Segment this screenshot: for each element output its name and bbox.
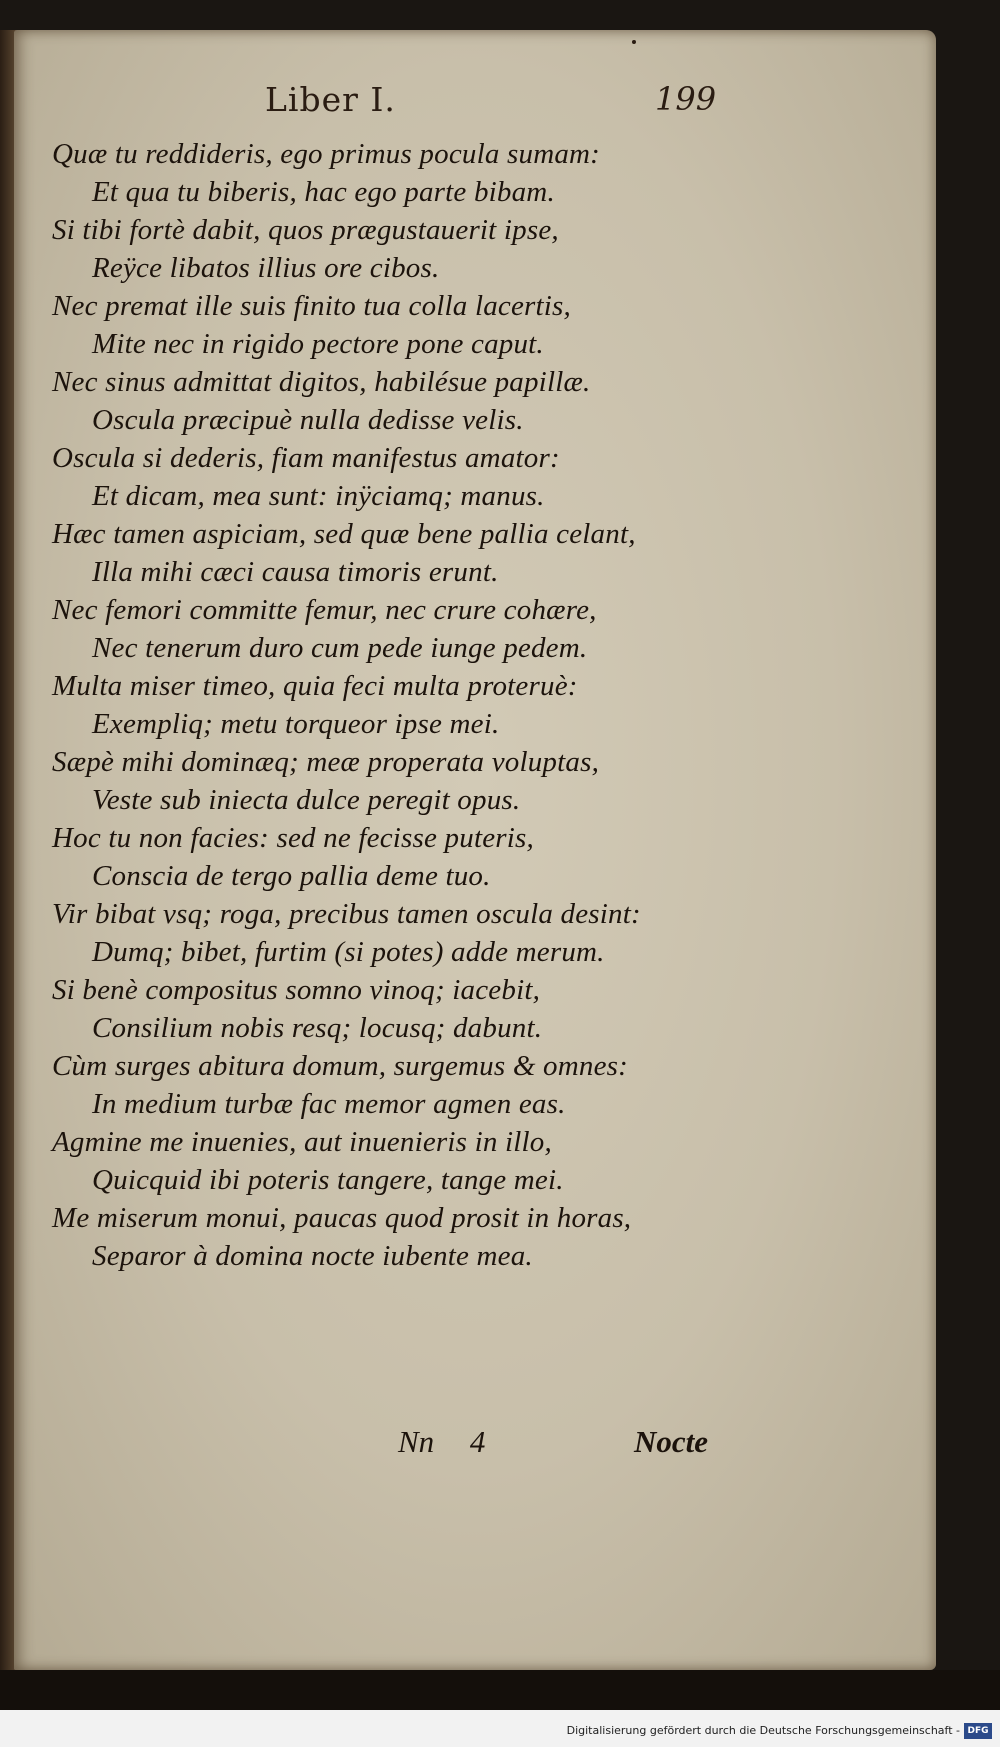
verse-line: Hoc tu non facies: sed ne fecisse puteris, (52, 822, 534, 854)
scan-background (0, 1670, 1000, 1710)
verse-line: Veste sub iniecta dulce peregit opus. (92, 784, 521, 816)
verse-line: Separor à domina nocte iubente mea. (92, 1240, 533, 1272)
ink-speck (632, 40, 636, 44)
verse-line: Nec sinus admittat digitos, habilésue papillæ. (52, 366, 591, 398)
verse-line: Oscula præcipuè nulla dedisse velis. (92, 404, 524, 436)
catchword: Nocte (634, 1424, 709, 1459)
verse-line: Si tibi fortè dabit, quos prægustauerit ipse, (52, 214, 559, 246)
verse-line: Et qua tu biberis, hac ego parte bibam. (92, 176, 555, 208)
verse-line: Sæpè mihi dominæq; meæ properata voluptas, (52, 746, 600, 778)
dfg-logo-icon: DFG (964, 1723, 992, 1739)
verse-line: Si benè compositus somno vinoq; iacebit, (52, 974, 541, 1006)
running-head: Liber I. (265, 80, 396, 119)
verse-line: Quicquid ibi poteris tangere, tange mei. (92, 1164, 564, 1196)
verse-line: Nec premat ille suis finito tua colla lacertis, (52, 290, 571, 322)
page-header (0, 80, 1000, 130)
verse-line: Consilium nobis resq; locusq; dabunt. (92, 1012, 543, 1044)
verse-line: Hæc tamen aspiciam, sed quæ bene pallia celant, (52, 518, 636, 550)
verse-line: In medium turbæ fac memor agmen eas. (92, 1088, 566, 1120)
verse-line: Quæ tu reddideris, ego primus pocula sumam: (52, 138, 601, 170)
verse-line: Multa miser timeo, quia feci multa proteruè: (52, 670, 578, 702)
verse-line: Mite nec in rigido pectore pone caput. (92, 328, 544, 360)
verse-line: Et dicam, mea sunt: inÿciamq; manus. (92, 480, 545, 512)
verse-line: Exempliq; metu torqueor ipse mei. (92, 708, 500, 740)
verse-line: Agmine me inuenies, aut inuenieris in illo, (52, 1126, 552, 1158)
verse-line: Nec tenerum duro cum pede iunge pedem. (92, 632, 588, 664)
verse-line: Conscia de tergo pallia deme tuo. (92, 860, 491, 892)
verse-line: Oscula si dederis, fiam manifestus amator: (52, 442, 560, 474)
signature-mark: Nn 4 (398, 1424, 486, 1459)
verse-line: Me miserum monui, paucas quod prosit in horas, (52, 1202, 632, 1234)
page-number: 199 (655, 80, 717, 118)
verse-line: Nec femori committe femur, nec crure cohære, (52, 594, 597, 626)
verse-line: Dumq; bibet, furtim (si potes) adde merum. (92, 936, 605, 968)
verse-line: Cùm surges abitura domum, surgemus & omnes: (52, 1050, 628, 1082)
digitization-credit: Digitalisierung gefördert durch die Deutsche Forschungsgemeinschaft - (566, 1724, 960, 1737)
verse-line: Vir bibat vsq; roga, precibus tamen oscula desint: (52, 898, 641, 930)
verse-line: Reÿce libatos illius ore cibos. (92, 252, 440, 284)
verse-line: Illa mihi cæci causa timoris erunt. (92, 556, 499, 588)
credit-strip (0, 1710, 1000, 1747)
